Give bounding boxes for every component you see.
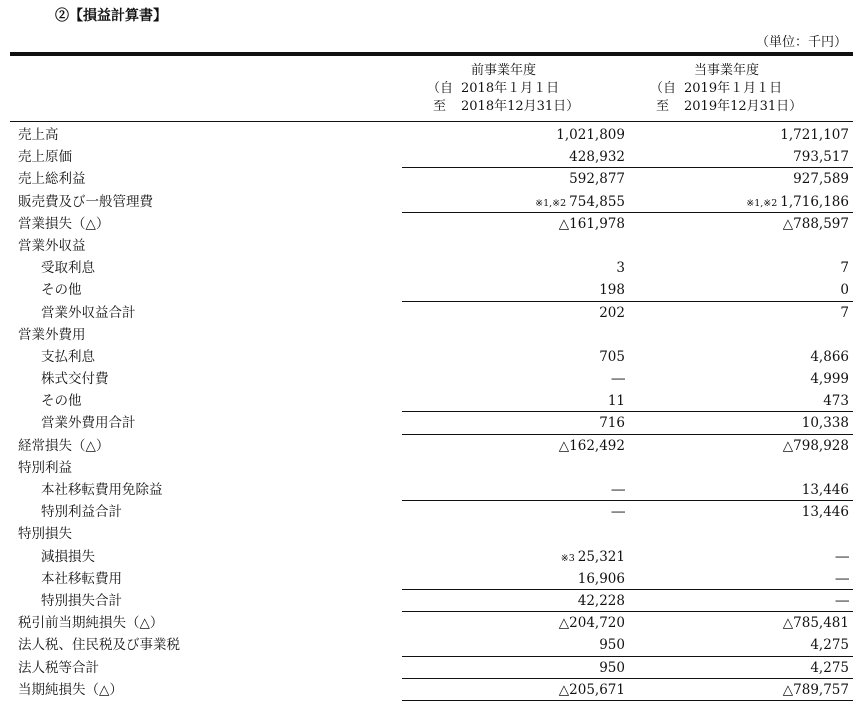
row-label: 受取利息 [41,260,95,277]
row-value-prev: △205,671 [558,681,625,698]
row-value-curr: 4,275 [810,659,849,676]
row-label: 減損損失 [41,548,95,565]
table-row [10,479,853,501]
row-label: 株式交付費 [41,371,109,388]
row-value-prev: △161,978 [558,215,625,232]
row-label: 税引前当期純損失（△） [18,615,164,632]
row-label: 売上原価 [18,149,72,166]
column-header-curr-open-paren: （自 [650,81,677,96]
table-row [10,457,853,479]
table-row [10,412,853,434]
row-label: 法人税、住民税及び事業税 [18,637,180,654]
table-row [10,568,853,590]
row-value-curr: ― [835,570,849,587]
table-row [10,191,853,213]
row-value-curr: ― [835,592,849,609]
column-header-prev-from-date: 2018年１月１日 [461,81,560,96]
row-value-prev: ― [611,482,625,498]
row-label: 特別損失 [18,526,72,543]
table-row [10,302,853,324]
footnote-mark: ※3 [560,552,575,564]
row-label: 当期純損失（△） [18,681,123,698]
row-label: 法人税等合計 [18,659,99,676]
row-value-curr: △788,597 [782,215,849,232]
row-value-prev: 42,228 [577,592,625,609]
row-value-prev: 705 [599,348,625,365]
row-label: その他 [41,282,82,299]
row-value-curr: 4,275 [810,637,849,654]
column-header-prev-to-date: 2018年12月31日） [461,99,580,114]
row-value-curr: 473 [823,393,849,410]
table-row [10,257,853,279]
row-value-curr: 793,517 [793,149,849,166]
column-header-curr-to-word: 至 [656,99,670,114]
row-value-prev: ※3 25,321 [560,548,625,565]
table-row [10,213,853,235]
row-value-curr: 10,338 [801,415,849,432]
row-value-curr: 0 [840,282,849,299]
row-value-prev: 950 [599,637,625,654]
row-value-prev: ― [611,371,625,388]
table-row [10,168,853,190]
table-row [10,501,853,523]
table-row [10,634,853,656]
row-value-curr: 4,999 [810,371,849,388]
table-row [10,235,853,257]
row-value-curr: 7 [840,304,849,321]
header-rule-thin [10,121,853,122]
row-value-prev: 950 [599,659,625,676]
row-label: その他 [41,393,82,410]
column-header-curr-label: 当事業年度 [694,63,760,78]
row-value-curr: △789,757 [782,681,849,698]
row-value-prev: 592,877 [569,171,625,188]
column-header-prev-open-paren: （自 [427,81,454,96]
row-value-prev: 11 [607,393,625,410]
table-row [10,657,853,679]
table-row [10,346,853,368]
row-value-curr: 1,721,107 [780,127,849,143]
row-label: 支払利息 [41,348,95,365]
column-header-curr-from-date: 2019年１月１日 [684,81,783,96]
row-value-prev: ― [611,504,625,521]
row-value-curr: △785,481 [782,615,849,632]
row-value-prev: 1,021,809 [556,127,625,143]
table-row [10,435,853,457]
row-value-prev: △162,492 [558,437,625,454]
row-label: 特別利益 [18,459,72,476]
row-value-curr: 4,866 [810,348,849,365]
row-label: 売上高 [18,127,59,143]
column-header-prev-label: 前事業年度 [471,63,537,78]
row-label: 営業外収益合計 [41,304,136,321]
table-row [10,612,853,634]
row-label: 営業外費用 [18,326,86,343]
row-value-prev: 202 [599,304,625,321]
row-label: 本社移転費用 [41,570,122,587]
row-value-prev: 716 [599,415,625,432]
footnote-mark: ※1,※2 [535,197,567,209]
row-value-prev: 3 [616,260,625,277]
row-label: 経常損失（△） [18,437,110,454]
statement-title: ②【損益計算書】 [55,8,167,24]
row-label: 特別損失合計 [41,592,122,609]
table-row [10,523,853,545]
table-row [10,590,853,612]
row-value-curr: ※1,※2 1,716,186 [746,193,849,210]
row-value-prev: 198 [599,282,625,299]
header-rule-thick [10,52,853,56]
table-row [10,679,853,701]
table-row [10,324,853,346]
table-row [10,124,853,146]
row-value-curr: 927,589 [793,171,849,188]
footnote-mark: ※1,※2 [746,197,778,209]
column-header-curr-to-date: 2019年12月31日） [684,99,803,114]
row-value-curr: ― [835,548,849,565]
table-row [10,146,853,168]
row-value-curr: △798,928 [782,437,849,454]
row-value-curr: 13,446 [801,504,849,521]
row-label: 営業損失（△） [18,215,110,232]
row-label: 営業外費用合計 [41,415,136,432]
table-row [10,546,853,568]
table-row [10,390,853,412]
table-row [10,368,853,390]
row-value-curr: 7 [840,260,849,277]
unit-label: （単位：千円） [755,35,847,50]
income-statement-table [10,124,853,701]
row-value-prev: △204,720 [558,615,625,632]
row-value-prev: ※1,※2 754,855 [535,193,625,210]
row-label: 特別利益合計 [41,504,122,521]
row-label: 営業外収益 [18,237,86,254]
row-value-prev: 428,932 [569,149,625,166]
row-value-curr: 13,446 [801,482,849,498]
row-label: 販売費及び一般管理費 [18,193,153,210]
column-header-prev-to-word: 至 [433,99,447,114]
row-value-prev: 16,906 [577,570,625,587]
table-row [10,279,853,301]
row-label: 本社移転費用免除益 [41,482,163,498]
row-label: 売上総利益 [18,171,86,188]
